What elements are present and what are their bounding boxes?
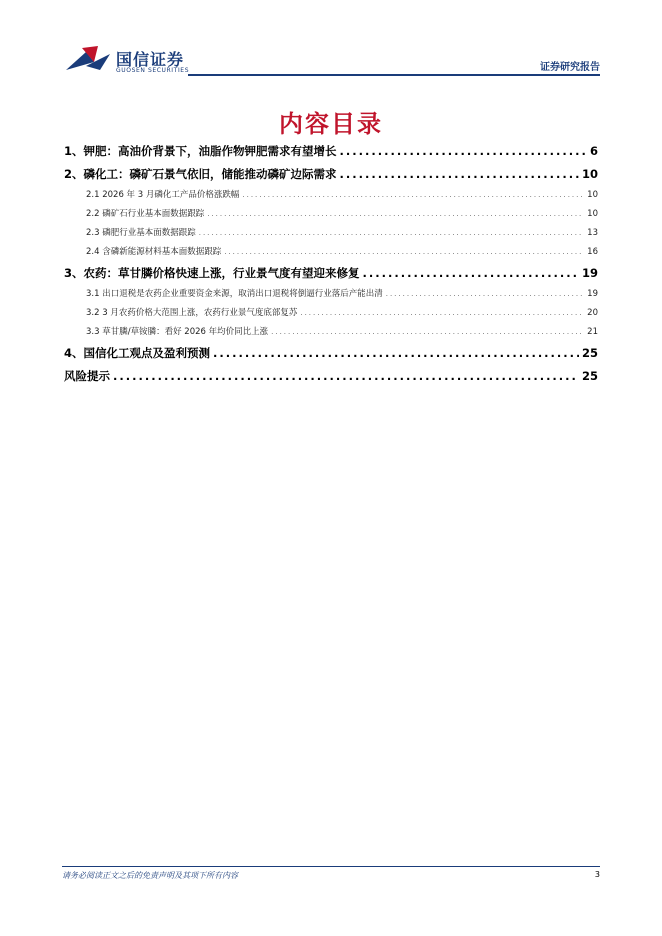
toc-entry-section[interactable] [64, 304, 598, 323]
toc-entry-label: 2.4 含磷新能源材料基本面数据跟踪 [86, 247, 222, 257]
toc-entry-chapter[interactable] [64, 262, 598, 285]
toc-entry-page: 10 [587, 209, 598, 219]
footer-disclaimer: 请务必阅读正文之后的免责声明及其项下所有内容 [62, 871, 238, 880]
toc-entry-page: 19 [587, 289, 598, 299]
toc-entry-section[interactable] [64, 205, 598, 224]
toc-entry-label: 风险提示 [64, 369, 110, 383]
toc-entry-page: 21 [587, 327, 598, 337]
toc-entry-section[interactable] [64, 285, 598, 304]
toc-leader-dots [213, 342, 579, 365]
toc-leader-dots [386, 285, 584, 304]
toc-leader-dots [207, 205, 584, 224]
guosen-logo-icon [64, 44, 112, 76]
toc-entry-label: 3.3 草甘膦/草铵膦：看好 2026 年均价同比上涨 [86, 327, 269, 337]
toc-entry-chapter[interactable] [64, 342, 598, 365]
header-divider [188, 74, 600, 76]
logo-text-cn: 国信证券 [116, 50, 185, 69]
toc-entry-label: 4、国信化工观点及盈利预测 [64, 346, 211, 360]
toc-entry-label: 2.2 磷矿石行业基本面数据跟踪 [86, 209, 205, 219]
toc-entry-page: 20 [587, 308, 598, 318]
toc-entry-chapter[interactable] [64, 140, 598, 163]
toc-entry-label: 2、磷化工：磷矿石景气依旧，储能推动磷矿边际需求 [64, 167, 337, 181]
toc-entry-label: 3.2 3 月农药价格大范围上涨，农药行业景气度底部复苏 [86, 308, 298, 318]
toc-entry-page: 10 [581, 167, 598, 181]
toc-entry-page: 13 [587, 228, 598, 238]
toc-entry-label: 2.1 2026 年 3 月磷化工产品价格涨跌幅 [86, 190, 240, 200]
toc-entry-page: 16 [587, 247, 598, 257]
toc-entry-page: 19 [581, 266, 598, 280]
toc-leader-dots [363, 262, 579, 285]
toc-entry-page: 25 [581, 346, 598, 360]
toc-entry-section[interactable] [64, 186, 598, 205]
toc-leader-dots [340, 163, 579, 186]
toc-leader-dots [271, 323, 584, 342]
guosen-logo [64, 44, 190, 78]
toc-leader-dots [300, 304, 584, 323]
toc-leader-dots [340, 140, 587, 163]
toc-entry-label: 1、钾肥：高油价背景下，油脂作物钾肥需求有望增长 [64, 144, 337, 158]
toc-entry-page: 25 [581, 369, 598, 383]
toc-entry-page: 10 [587, 190, 598, 200]
page-number: 3 [594, 870, 600, 879]
toc-entry-label: 3.1 出口退税是农药企业重要资金来源，取消出口退税将倒逼行业落后产能出清 [86, 289, 383, 299]
report-type: 证券研究报告 [540, 62, 600, 73]
toc-leader-dots [242, 186, 584, 205]
toc-leader-dots [199, 224, 584, 243]
page-header [0, 0, 662, 80]
toc-entry-chapter[interactable] [64, 163, 598, 186]
toc-entry-label: 2.3 磷肥行业基本面数据跟踪 [86, 228, 196, 238]
toc-entry-chapter[interactable] [64, 365, 598, 388]
footer-divider [62, 866, 600, 867]
toc-entry-label: 3、农药：草甘膦价格快速上涨，行业景气度有望迎来修复 [64, 266, 360, 280]
toc-leader-dots [224, 243, 584, 262]
toc-entry-section[interactable] [64, 323, 598, 342]
toc-title: 内容目录 [279, 110, 383, 138]
toc-entry-page: 6 [589, 144, 598, 158]
toc-leader-dots [113, 365, 579, 388]
logo-text-en: GUOSEN SECURITIES [116, 67, 190, 74]
toc-entry-section[interactable] [64, 243, 598, 262]
table-of-contents [64, 140, 598, 388]
toc-entry-section[interactable] [64, 224, 598, 243]
